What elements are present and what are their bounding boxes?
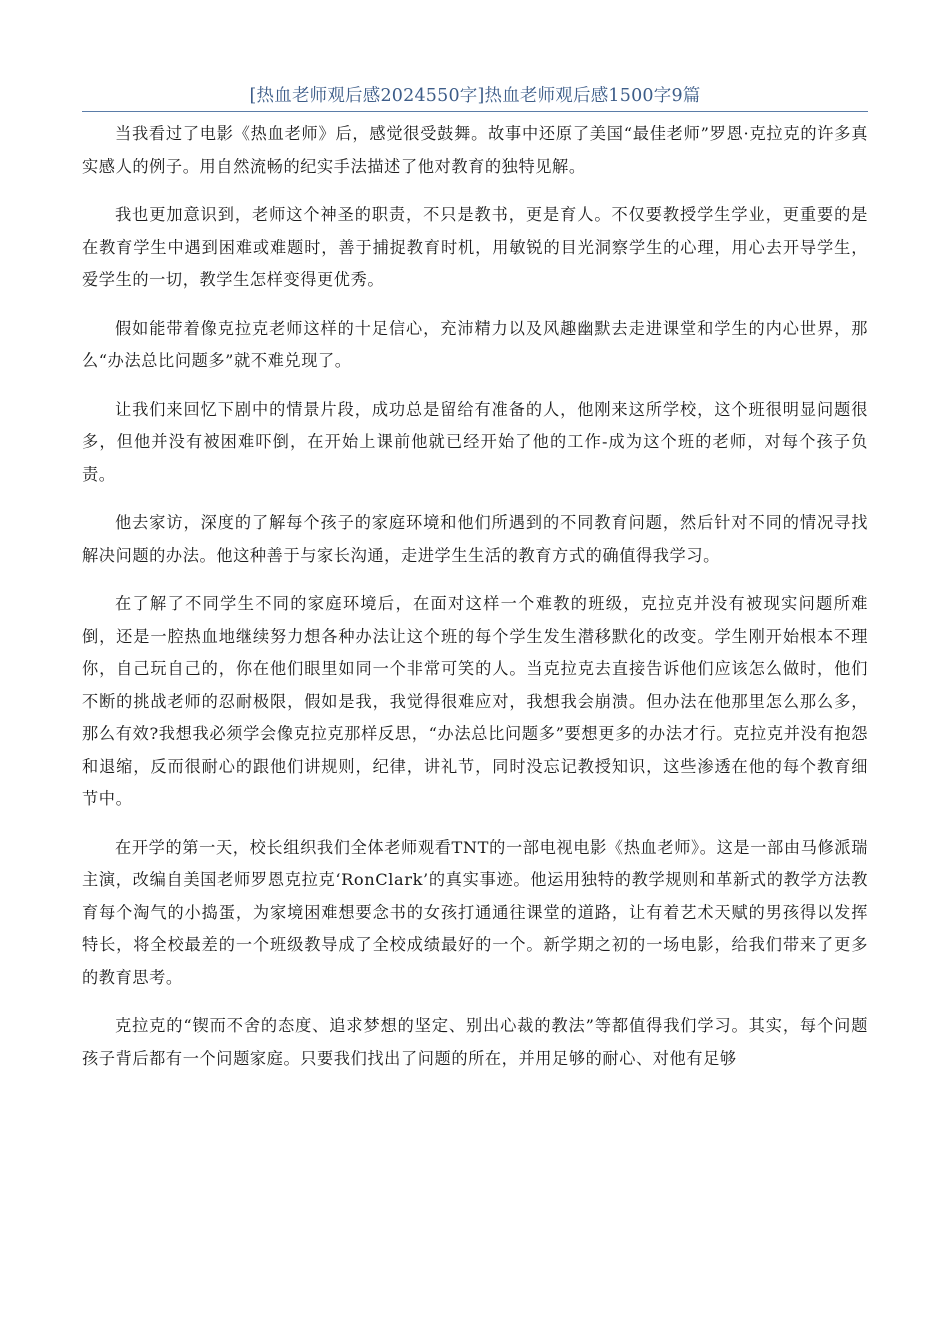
paragraph-4: 让我们来回忆下剧中的情景片段，成功总是留给有准备的人，他刚来这所学校，这个班很明显问题很多，但他并没有被困难吓倒，在开始上课前他就已经开始了他的工作-成为这个班的老师，对每个孩子负责。	[82, 399, 868, 484]
paragraph-7: 在开学的第一天，校长组织我们全体老师观看TNT的一部电视电影《热血老师》。这是一部由马修派瑞主演，改编自美国老师罗恩克拉克‘RonClark’的真实事迹。他运用独特的教学规则和革新式的教学方法教育每个淘气的小捣蛋，为家境困难想要念书的女孩打通通往课堂的道路，让有着艺术天赋的男孩得以发挥特长，将全校最差的一个班级教导成了全校成绩最好的一个。新学期之初的一场电影，给我们带来了更多的教育思考。	[82, 837, 868, 987]
page-header: [热血老师观后感2024550字]热血老师观后感1500字9篇	[82, 82, 868, 112]
paragraph-3: 假如能带着像克拉克老师这样的十足信心，充沛精力以及风趣幽默去走进课堂和学生的内心世界，那么“办法总比问题多”就不难兑现了。	[82, 318, 868, 370]
paragraph-1: 当我看过了电影《热血老师》后，感觉很受鼓舞。故事中还原了美国“最佳老师”罗恩·克拉克的许多真实感人的例子。用自然流畅的纪实手法描述了他对教育的独特见解。	[82, 124, 868, 176]
paragraph-2: 我也更加意识到，老师这个神圣的职责，不只是教书，更是育人。不仅要教授学生学业，更重要的是在教育学生中遇到困难或难题时，善于捕捉教育时机，用敏锐的目光洞察学生的心理，用心去开导学生，爱学生的一切，教学生怎样变得更优秀。	[82, 205, 868, 289]
document-body	[82, 118, 868, 1091]
paragraph-8: 克拉克的“锲而不舍的态度、追求梦想的坚定、别出心裁的教法”等都值得我们学习。其实，每个问题孩子背后都有一个问题家庭。只要我们找出了问题的所在，并用足够的耐心、对他有足够	[82, 1016, 868, 1068]
paragraph-6: 在了解了不同学生不同的家庭环境后，在面对这样一个难教的班级，克拉克并没有被现实问题所难倒，还是一腔热血地继续努力想各种办法让这个班的每个学生发生潜移默化的改变。学生刚开始根本不理你，自己玩自己的，你在他们眼里如同一个非常可笑的人。当克拉克去直接告诉他们应该怎么做时，他们不断的挑战老师的忍耐极限，假如是我，我觉得很难应对，我想我会崩溃。但办法在他那里怎么那么多，那么有效?我想我必须学会像克拉克那样反思，“办法总比问题多”要想更多的办法才行。克拉克并没有抱怨和退缩，反而很耐心的跟他们讲规则，纪律，讲礼节，同时没忘记教授知识，这些渗透在他的每个教育细节中。	[82, 594, 868, 808]
paragraph-5: 他去家访，深度的了解每个孩子的家庭环境和他们所遇到的不同教育问题，然后针对不同的情况寻找解决问题的办法。他这种善于与家长沟通，走进学生生活的教育方式的确值得我学习。	[82, 513, 868, 565]
